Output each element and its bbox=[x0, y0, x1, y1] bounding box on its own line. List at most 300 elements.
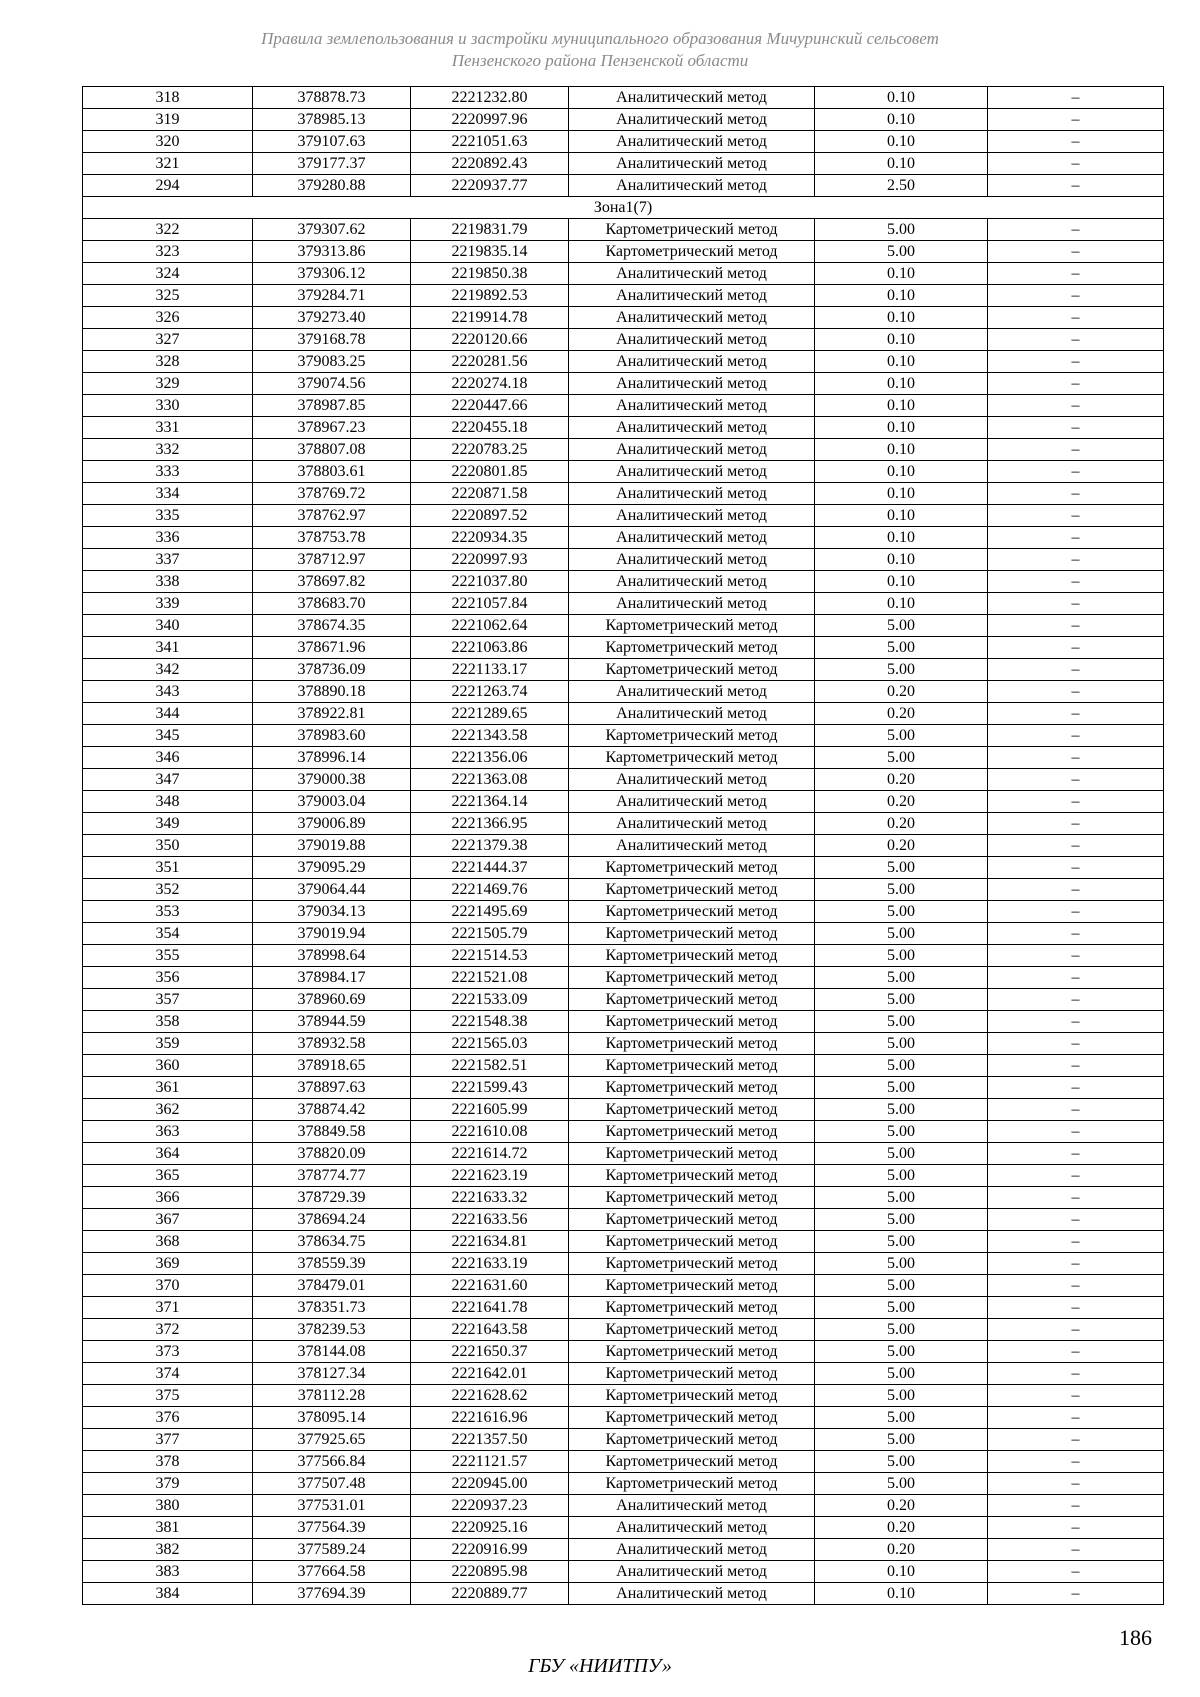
accuracy-cell: 5.00 bbox=[815, 1275, 988, 1297]
y-coordinate-cell: 2220120.66 bbox=[411, 329, 569, 351]
method-cell: Аналитический метод bbox=[569, 1495, 815, 1517]
y-coordinate-cell: 2221495.69 bbox=[411, 901, 569, 923]
method-cell: Картометрический метод bbox=[569, 1473, 815, 1495]
table-row bbox=[83, 1209, 1164, 1231]
y-coordinate-cell: 2221633.32 bbox=[411, 1187, 569, 1209]
method-cell: Картометрический метод bbox=[569, 1429, 815, 1451]
table-row bbox=[83, 87, 1164, 109]
y-coordinate-cell: 2221444.37 bbox=[411, 857, 569, 879]
note-cell: – bbox=[988, 1429, 1164, 1451]
method-cell: Картометрический метод bbox=[569, 879, 815, 901]
note-cell: – bbox=[988, 769, 1164, 791]
table-row bbox=[83, 1451, 1164, 1473]
x-coordinate-cell: 378774.77 bbox=[253, 1165, 411, 1187]
note-cell: – bbox=[988, 879, 1164, 901]
method-cell: Картометрический метод bbox=[569, 1407, 815, 1429]
accuracy-cell: 0.10 bbox=[815, 263, 988, 285]
point-number-cell: 362 bbox=[83, 1099, 253, 1121]
accuracy-cell: 5.00 bbox=[815, 989, 988, 1011]
method-cell: Аналитический метод bbox=[569, 307, 815, 329]
method-cell: Картометрический метод bbox=[569, 1209, 815, 1231]
method-cell: Аналитический метод bbox=[569, 527, 815, 549]
accuracy-cell: 5.00 bbox=[815, 1363, 988, 1385]
y-coordinate-cell: 2220895.98 bbox=[411, 1561, 569, 1583]
method-cell: Аналитический метод bbox=[569, 1539, 815, 1561]
x-coordinate-cell: 378996.14 bbox=[253, 747, 411, 769]
note-cell: – bbox=[988, 901, 1164, 923]
point-number-cell: 327 bbox=[83, 329, 253, 351]
y-coordinate-cell: 2220871.58 bbox=[411, 483, 569, 505]
x-coordinate-cell: 378127.34 bbox=[253, 1363, 411, 1385]
accuracy-cell: 0.20 bbox=[815, 1539, 988, 1561]
table-row bbox=[83, 109, 1164, 131]
note-cell: – bbox=[988, 593, 1164, 615]
method-cell: Картометрический метод bbox=[569, 1363, 815, 1385]
method-cell: Картометрический метод bbox=[569, 219, 815, 241]
note-cell: – bbox=[988, 395, 1164, 417]
point-number-cell: 322 bbox=[83, 219, 253, 241]
point-number-cell: 348 bbox=[83, 791, 253, 813]
note-cell: – bbox=[988, 1495, 1164, 1517]
table-row bbox=[83, 1187, 1164, 1209]
y-coordinate-cell: 2221232.80 bbox=[411, 87, 569, 109]
note-cell: – bbox=[988, 615, 1164, 637]
table-row bbox=[83, 417, 1164, 439]
accuracy-cell: 5.00 bbox=[815, 1429, 988, 1451]
y-coordinate-cell: 2220889.77 bbox=[411, 1583, 569, 1605]
table-row bbox=[83, 879, 1164, 901]
y-coordinate-cell: 2221521.08 bbox=[411, 967, 569, 989]
note-cell: – bbox=[988, 1077, 1164, 1099]
y-coordinate-cell: 2219835.14 bbox=[411, 241, 569, 263]
accuracy-cell: 5.00 bbox=[815, 1407, 988, 1429]
x-coordinate-cell: 378729.39 bbox=[253, 1187, 411, 1209]
point-number-cell: 369 bbox=[83, 1253, 253, 1275]
accuracy-cell: 5.00 bbox=[815, 637, 988, 659]
table-row bbox=[83, 307, 1164, 329]
y-coordinate-cell: 2220945.00 bbox=[411, 1473, 569, 1495]
table-row bbox=[83, 945, 1164, 967]
x-coordinate-cell: 379280.88 bbox=[253, 175, 411, 197]
note-cell: – bbox=[988, 945, 1164, 967]
y-coordinate-cell: 2220937.23 bbox=[411, 1495, 569, 1517]
y-coordinate-cell: 2221610.08 bbox=[411, 1121, 569, 1143]
y-coordinate-cell: 2220274.18 bbox=[411, 373, 569, 395]
method-cell: Картометрический метод bbox=[569, 989, 815, 1011]
method-cell: Аналитический метод bbox=[569, 703, 815, 725]
y-coordinate-cell: 2219831.79 bbox=[411, 219, 569, 241]
accuracy-cell: 5.00 bbox=[815, 945, 988, 967]
note-cell: – bbox=[988, 813, 1164, 835]
point-number-cell: 357 bbox=[83, 989, 253, 1011]
point-number-cell: 356 bbox=[83, 967, 253, 989]
method-cell: Аналитический метод bbox=[569, 373, 815, 395]
y-coordinate-cell: 2221037.80 bbox=[411, 571, 569, 593]
method-cell: Картометрический метод bbox=[569, 1275, 815, 1297]
table-row bbox=[83, 505, 1164, 527]
accuracy-cell: 5.00 bbox=[815, 1143, 988, 1165]
y-coordinate-cell: 2221633.19 bbox=[411, 1253, 569, 1275]
table-row bbox=[83, 1011, 1164, 1033]
x-coordinate-cell: 378918.65 bbox=[253, 1055, 411, 1077]
x-coordinate-cell: 378807.08 bbox=[253, 439, 411, 461]
accuracy-cell: 5.00 bbox=[815, 219, 988, 241]
table-row bbox=[83, 483, 1164, 505]
table-row bbox=[83, 637, 1164, 659]
table-row bbox=[83, 1319, 1164, 1341]
x-coordinate-cell: 378960.69 bbox=[253, 989, 411, 1011]
note-cell: – bbox=[988, 1209, 1164, 1231]
y-coordinate-cell: 2221582.51 bbox=[411, 1055, 569, 1077]
x-coordinate-cell: 378967.23 bbox=[253, 417, 411, 439]
table-row bbox=[83, 439, 1164, 461]
note-cell: – bbox=[988, 681, 1164, 703]
x-coordinate-cell: 378985.13 bbox=[253, 109, 411, 131]
table-row bbox=[83, 1077, 1164, 1099]
note-cell: – bbox=[988, 1341, 1164, 1363]
x-coordinate-cell: 379273.40 bbox=[253, 307, 411, 329]
x-coordinate-cell: 378878.73 bbox=[253, 87, 411, 109]
y-coordinate-cell: 2221616.96 bbox=[411, 1407, 569, 1429]
x-coordinate-cell: 379019.88 bbox=[253, 835, 411, 857]
note-cell: – bbox=[988, 967, 1164, 989]
point-number-cell: 347 bbox=[83, 769, 253, 791]
accuracy-cell: 0.10 bbox=[815, 351, 988, 373]
accuracy-cell: 0.10 bbox=[815, 417, 988, 439]
document-header bbox=[0, 28, 1200, 72]
table-row bbox=[83, 549, 1164, 571]
note-cell: – bbox=[988, 1055, 1164, 1077]
table-row bbox=[83, 1275, 1164, 1297]
x-coordinate-cell: 378351.73 bbox=[253, 1297, 411, 1319]
y-coordinate-cell: 2219892.53 bbox=[411, 285, 569, 307]
x-coordinate-cell: 379313.86 bbox=[253, 241, 411, 263]
table-row bbox=[83, 1033, 1164, 1055]
point-number-cell: 323 bbox=[83, 241, 253, 263]
y-coordinate-cell: 2220925.16 bbox=[411, 1517, 569, 1539]
method-cell: Картометрический метод bbox=[569, 923, 815, 945]
header-line-1: Правила землепользования и застройки муниципального образования Мичуринский сельсовет bbox=[261, 29, 939, 48]
table-row bbox=[83, 1429, 1164, 1451]
method-cell: Картометрический метод bbox=[569, 1077, 815, 1099]
note-cell: – bbox=[988, 1407, 1164, 1429]
y-coordinate-cell: 2220455.18 bbox=[411, 417, 569, 439]
y-coordinate-cell: 2220783.25 bbox=[411, 439, 569, 461]
point-number-cell: 345 bbox=[83, 725, 253, 747]
y-coordinate-cell: 2221356.06 bbox=[411, 747, 569, 769]
note-cell: – bbox=[988, 1319, 1164, 1341]
accuracy-cell: 0.10 bbox=[815, 131, 988, 153]
point-number-cell: 326 bbox=[83, 307, 253, 329]
accuracy-cell: 0.10 bbox=[815, 439, 988, 461]
table-row bbox=[83, 923, 1164, 945]
note-cell: – bbox=[988, 1011, 1164, 1033]
note-cell: – bbox=[988, 989, 1164, 1011]
table-row bbox=[83, 857, 1164, 879]
method-cell: Картометрический метод bbox=[569, 725, 815, 747]
y-coordinate-cell: 2221633.56 bbox=[411, 1209, 569, 1231]
point-number-cell: 361 bbox=[83, 1077, 253, 1099]
y-coordinate-cell: 2221628.62 bbox=[411, 1385, 569, 1407]
y-coordinate-cell: 2220892.43 bbox=[411, 153, 569, 175]
x-coordinate-cell: 379284.71 bbox=[253, 285, 411, 307]
accuracy-cell: 0.10 bbox=[815, 593, 988, 615]
method-cell: Картометрический метод bbox=[569, 1451, 815, 1473]
x-coordinate-cell: 378736.09 bbox=[253, 659, 411, 681]
accuracy-cell: 2.50 bbox=[815, 175, 988, 197]
y-coordinate-cell: 2221364.14 bbox=[411, 791, 569, 813]
y-coordinate-cell: 2220801.85 bbox=[411, 461, 569, 483]
table-row bbox=[83, 285, 1164, 307]
x-coordinate-cell: 379306.12 bbox=[253, 263, 411, 285]
point-number-cell: 354 bbox=[83, 923, 253, 945]
method-cell: Аналитический метод bbox=[569, 769, 815, 791]
point-number-cell: 320 bbox=[83, 131, 253, 153]
note-cell: – bbox=[988, 1539, 1164, 1561]
note-cell: – bbox=[988, 703, 1164, 725]
accuracy-cell: 0.10 bbox=[815, 483, 988, 505]
accuracy-cell: 0.10 bbox=[815, 153, 988, 175]
x-coordinate-cell: 378144.08 bbox=[253, 1341, 411, 1363]
y-coordinate-cell: 2220937.77 bbox=[411, 175, 569, 197]
y-coordinate-cell: 2221631.60 bbox=[411, 1275, 569, 1297]
accuracy-cell: 0.10 bbox=[815, 461, 988, 483]
table-row bbox=[83, 1099, 1164, 1121]
accuracy-cell: 0.10 bbox=[815, 1583, 988, 1605]
y-coordinate-cell: 2221599.43 bbox=[411, 1077, 569, 1099]
y-coordinate-cell: 2219850.38 bbox=[411, 263, 569, 285]
accuracy-cell: 5.00 bbox=[815, 659, 988, 681]
note-cell: – bbox=[988, 87, 1164, 109]
point-number-cell: 376 bbox=[83, 1407, 253, 1429]
method-cell: Аналитический метод bbox=[569, 439, 815, 461]
accuracy-cell: 5.00 bbox=[815, 1209, 988, 1231]
accuracy-cell: 5.00 bbox=[815, 1165, 988, 1187]
y-coordinate-cell: 2221505.79 bbox=[411, 923, 569, 945]
accuracy-cell: 5.00 bbox=[815, 615, 988, 637]
point-number-cell: 380 bbox=[83, 1495, 253, 1517]
accuracy-cell: 5.00 bbox=[815, 857, 988, 879]
method-cell: Аналитический метод bbox=[569, 483, 815, 505]
point-number-cell: 383 bbox=[83, 1561, 253, 1583]
table-row bbox=[83, 527, 1164, 549]
note-cell: – bbox=[988, 1143, 1164, 1165]
method-cell: Аналитический метод bbox=[569, 813, 815, 835]
y-coordinate-cell: 2221379.38 bbox=[411, 835, 569, 857]
y-coordinate-cell: 2221357.50 bbox=[411, 1429, 569, 1451]
accuracy-cell: 5.00 bbox=[815, 1341, 988, 1363]
note-cell: – bbox=[988, 791, 1164, 813]
point-number-cell: 333 bbox=[83, 461, 253, 483]
coordinates-table-body bbox=[83, 87, 1164, 1605]
x-coordinate-cell: 379168.78 bbox=[253, 329, 411, 351]
table-row bbox=[83, 395, 1164, 417]
x-coordinate-cell: 378932.58 bbox=[253, 1033, 411, 1055]
note-cell: – bbox=[988, 1033, 1164, 1055]
note-cell: – bbox=[988, 505, 1164, 527]
note-cell: – bbox=[988, 1253, 1164, 1275]
note-cell: – bbox=[988, 857, 1164, 879]
method-cell: Картометрический метод bbox=[569, 1143, 815, 1165]
point-number-cell: 375 bbox=[83, 1385, 253, 1407]
point-number-cell: 337 bbox=[83, 549, 253, 571]
note-cell: – bbox=[988, 1165, 1164, 1187]
method-cell: Аналитический метод bbox=[569, 285, 815, 307]
point-number-cell: 377 bbox=[83, 1429, 253, 1451]
point-number-cell: 318 bbox=[83, 87, 253, 109]
table-row bbox=[83, 1407, 1164, 1429]
y-coordinate-cell: 2221565.03 bbox=[411, 1033, 569, 1055]
x-coordinate-cell: 379307.62 bbox=[253, 219, 411, 241]
accuracy-cell: 0.10 bbox=[815, 395, 988, 417]
coordinates-table bbox=[82, 86, 1164, 1605]
table-row bbox=[83, 659, 1164, 681]
point-number-cell: 349 bbox=[83, 813, 253, 835]
note-cell: – bbox=[988, 571, 1164, 593]
x-coordinate-cell: 378820.09 bbox=[253, 1143, 411, 1165]
method-cell: Картометрический метод bbox=[569, 901, 815, 923]
table-row bbox=[83, 1583, 1164, 1605]
table-row bbox=[83, 725, 1164, 747]
x-coordinate-cell: 378803.61 bbox=[253, 461, 411, 483]
x-coordinate-cell: 378479.01 bbox=[253, 1275, 411, 1297]
accuracy-cell: 5.00 bbox=[815, 1297, 988, 1319]
point-number-cell: 364 bbox=[83, 1143, 253, 1165]
y-coordinate-cell: 2221469.76 bbox=[411, 879, 569, 901]
x-coordinate-cell: 378239.53 bbox=[253, 1319, 411, 1341]
table-row bbox=[83, 1253, 1164, 1275]
point-number-cell: 336 bbox=[83, 527, 253, 549]
table-row bbox=[83, 1473, 1164, 1495]
method-cell: Аналитический метод bbox=[569, 263, 815, 285]
zone-header-row bbox=[83, 197, 1164, 219]
note-cell: – bbox=[988, 153, 1164, 175]
accuracy-cell: 0.10 bbox=[815, 527, 988, 549]
note-cell: – bbox=[988, 1099, 1164, 1121]
method-cell: Картометрический метод bbox=[569, 615, 815, 637]
y-coordinate-cell: 2221366.95 bbox=[411, 813, 569, 835]
x-coordinate-cell: 377664.58 bbox=[253, 1561, 411, 1583]
accuracy-cell: 0.20 bbox=[815, 813, 988, 835]
x-coordinate-cell: 378998.64 bbox=[253, 945, 411, 967]
accuracy-cell: 5.00 bbox=[815, 747, 988, 769]
point-number-cell: 329 bbox=[83, 373, 253, 395]
point-number-cell: 330 bbox=[83, 395, 253, 417]
point-number-cell: 341 bbox=[83, 637, 253, 659]
accuracy-cell: 5.00 bbox=[815, 923, 988, 945]
table-row bbox=[83, 1143, 1164, 1165]
note-cell: – bbox=[988, 175, 1164, 197]
x-coordinate-cell: 377694.39 bbox=[253, 1583, 411, 1605]
point-number-cell: 321 bbox=[83, 153, 253, 175]
method-cell: Аналитический метод bbox=[569, 681, 815, 703]
x-coordinate-cell: 378944.59 bbox=[253, 1011, 411, 1033]
x-coordinate-cell: 377507.48 bbox=[253, 1473, 411, 1495]
x-coordinate-cell: 379095.29 bbox=[253, 857, 411, 879]
accuracy-cell: 5.00 bbox=[815, 901, 988, 923]
point-number-cell: 365 bbox=[83, 1165, 253, 1187]
accuracy-cell: 5.00 bbox=[815, 1033, 988, 1055]
point-number-cell: 325 bbox=[83, 285, 253, 307]
point-number-cell: 359 bbox=[83, 1033, 253, 1055]
y-coordinate-cell: 2221133.17 bbox=[411, 659, 569, 681]
y-coordinate-cell: 2221514.53 bbox=[411, 945, 569, 967]
table-row bbox=[83, 967, 1164, 989]
x-coordinate-cell: 379107.63 bbox=[253, 131, 411, 153]
x-coordinate-cell: 379006.89 bbox=[253, 813, 411, 835]
accuracy-cell: 5.00 bbox=[815, 1231, 988, 1253]
y-coordinate-cell: 2221533.09 bbox=[411, 989, 569, 1011]
method-cell: Картометрический метод bbox=[569, 1187, 815, 1209]
point-number-cell: 342 bbox=[83, 659, 253, 681]
note-cell: – bbox=[988, 527, 1164, 549]
point-number-cell: 344 bbox=[83, 703, 253, 725]
method-cell: Картометрический метод bbox=[569, 1121, 815, 1143]
accuracy-cell: 0.10 bbox=[815, 571, 988, 593]
x-coordinate-cell: 378753.78 bbox=[253, 527, 411, 549]
note-cell: – bbox=[988, 1121, 1164, 1143]
accuracy-cell: 5.00 bbox=[815, 1451, 988, 1473]
y-coordinate-cell: 2220934.35 bbox=[411, 527, 569, 549]
accuracy-cell: 5.00 bbox=[815, 241, 988, 263]
table-row bbox=[83, 263, 1164, 285]
method-cell: Аналитический метод bbox=[569, 351, 815, 373]
accuracy-cell: 0.10 bbox=[815, 87, 988, 109]
accuracy-cell: 0.10 bbox=[815, 373, 988, 395]
y-coordinate-cell: 2221121.57 bbox=[411, 1451, 569, 1473]
y-coordinate-cell: 2221634.81 bbox=[411, 1231, 569, 1253]
x-coordinate-cell: 377925.65 bbox=[253, 1429, 411, 1451]
table-row bbox=[83, 593, 1164, 615]
note-cell: – bbox=[988, 417, 1164, 439]
note-cell: – bbox=[988, 109, 1164, 131]
y-coordinate-cell: 2221548.38 bbox=[411, 1011, 569, 1033]
table-row bbox=[83, 1055, 1164, 1077]
table-row bbox=[83, 241, 1164, 263]
accuracy-cell: 0.20 bbox=[815, 703, 988, 725]
note-cell: – bbox=[988, 1451, 1164, 1473]
note-cell: – bbox=[988, 1583, 1164, 1605]
point-number-cell: 374 bbox=[83, 1363, 253, 1385]
accuracy-cell: 0.20 bbox=[815, 791, 988, 813]
y-coordinate-cell: 2221062.64 bbox=[411, 615, 569, 637]
y-coordinate-cell: 2221051.63 bbox=[411, 131, 569, 153]
x-coordinate-cell: 378112.28 bbox=[253, 1385, 411, 1407]
method-cell: Картометрический метод bbox=[569, 1385, 815, 1407]
table-row bbox=[83, 571, 1164, 593]
x-coordinate-cell: 379177.37 bbox=[253, 153, 411, 175]
point-number-cell: 372 bbox=[83, 1319, 253, 1341]
x-coordinate-cell: 377566.84 bbox=[253, 1451, 411, 1473]
point-number-cell: 346 bbox=[83, 747, 253, 769]
note-cell: – bbox=[988, 923, 1164, 945]
method-cell: Картометрический метод bbox=[569, 967, 815, 989]
x-coordinate-cell: 378769.72 bbox=[253, 483, 411, 505]
point-number-cell: 360 bbox=[83, 1055, 253, 1077]
point-number-cell: 358 bbox=[83, 1011, 253, 1033]
method-cell: Картометрический метод bbox=[569, 1055, 815, 1077]
x-coordinate-cell: 377589.24 bbox=[253, 1539, 411, 1561]
x-coordinate-cell: 378983.60 bbox=[253, 725, 411, 747]
note-cell: – bbox=[988, 1231, 1164, 1253]
x-coordinate-cell: 378683.70 bbox=[253, 593, 411, 615]
accuracy-cell: 0.10 bbox=[815, 307, 988, 329]
point-number-cell: 350 bbox=[83, 835, 253, 857]
point-number-cell: 332 bbox=[83, 439, 253, 461]
table-row bbox=[83, 769, 1164, 791]
note-cell: – bbox=[988, 285, 1164, 307]
table-row bbox=[83, 1165, 1164, 1187]
